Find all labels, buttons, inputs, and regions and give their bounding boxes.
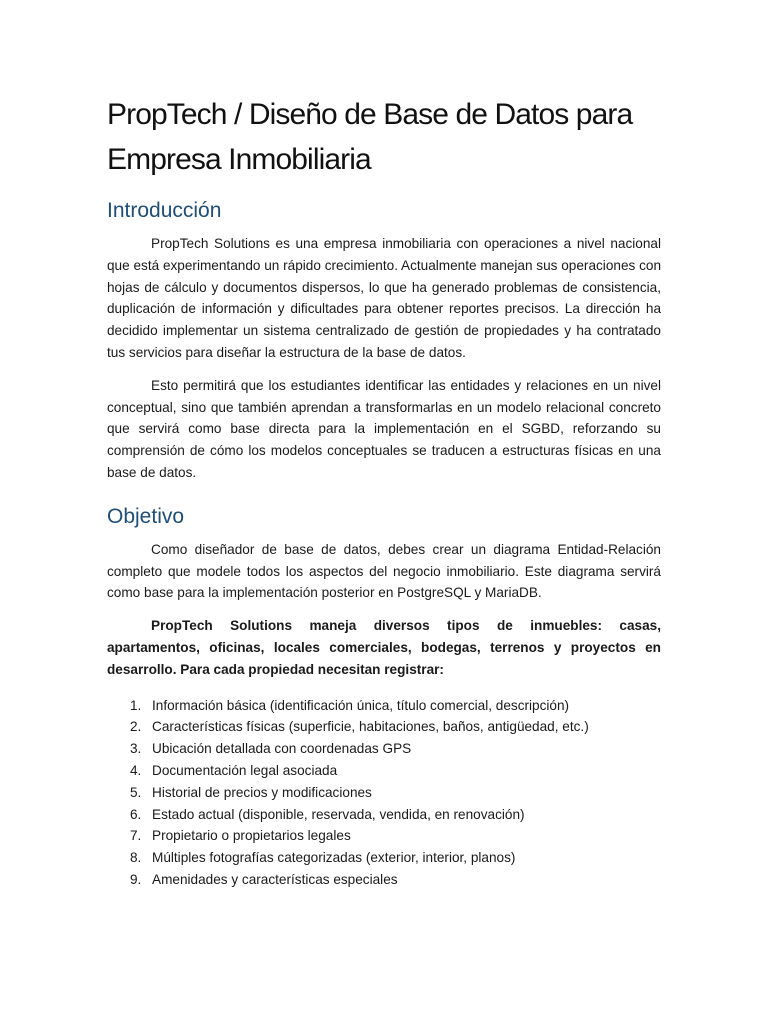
intro-paragraph-1: PropTech Solutions es una empresa inmobiliaria con operaciones a nivel nacional que está experimentando un rápido crecimiento. Actualmente manejan sus operaciones con hojas de cálculo y documentos dispersos, lo que ha generado problemas de consistencia, duplicación de información y dificultades para obtener reportes precisos. La dirección ha decidido implementar un sistema centralizado de gestión de propiedades y ha contratado tus servicios para diseñar la estructura de la base de datos. [107,236,661,360]
list-item [107,695,661,717]
list-item-text: Características físicas (superficie, habitaciones, baños, antigüedad, etc.) [152,719,589,735]
intro-paragraph-2: Esto permitirá que los estudiantes identificar las entidades y relaciones en un nivel conceptual, sino que también aprendan a transformarlas en un modelo relacional concreto que servirá como base directa para la implementación en el SGBD, reforzando su comprensión de cómo los modelos conceptuales se traducen a estructuras físicas en una base de datos. [107,377,661,480]
list-item-text: Múltiples fotografías categorizadas (exterior, interior, planos) [152,850,516,866]
list-item-number: 2. [130,719,142,735]
list-item [107,760,661,782]
document-page [107,92,661,891]
list-item-number: 9. [130,871,142,887]
property-types-paragraph: PropTech Solutions maneja diversos tipos de inmuebles: casas, apartamentos, oficinas, locales comerciales, bodegas, terrenos y proyectos en desarrollo. Para cada propiedad necesitan registrar: [107,618,661,677]
list-item-number: 1. [130,697,142,713]
intro-heading: Introducción [107,199,222,222]
list-item-text: Información básica (identificación única, título comercial, descripción) [152,697,570,713]
requirements-list [107,695,661,891]
list-item [107,804,661,826]
list-item-number: 3. [130,741,142,757]
list-item [107,782,661,804]
list-item [107,716,661,738]
list-item-number: 7. [130,828,142,844]
page-title: PropTech / Diseño de Base de Datos para Empresa Inmobiliaria [107,98,633,176]
list-item [107,869,661,891]
objective-heading: Objetivo [107,504,185,528]
list-item-number: 5. [130,784,142,800]
list-item-text: Documentación legal asociada [152,762,338,778]
list-item-text: Historial de precios y modificaciones [152,784,372,800]
list-item-number: 4. [130,762,142,778]
list-item [107,825,661,847]
list-item-text: Ubicación detallada con coordenadas GPS [152,741,412,757]
list-item-number: 6. [130,806,142,822]
objective-paragraph: Como diseñador de base de datos, debes crear un diagrama Entidad-Relación completo que modele todos los aspectos del negocio inmobiliario. Este diagrama servirá como base para la implementación posterior en PostgreSQL y MariaDB. [107,541,661,601]
list-item-text: Estado actual (disponible, reservada, vendida, en renovación) [152,806,525,822]
list-item-number: 8. [130,850,142,866]
list-item-text: Propietario o propietarios legales [152,828,351,844]
list-item [107,847,661,869]
list-item-text: Amenidades y características especiales [152,871,398,887]
list-item [107,738,661,760]
